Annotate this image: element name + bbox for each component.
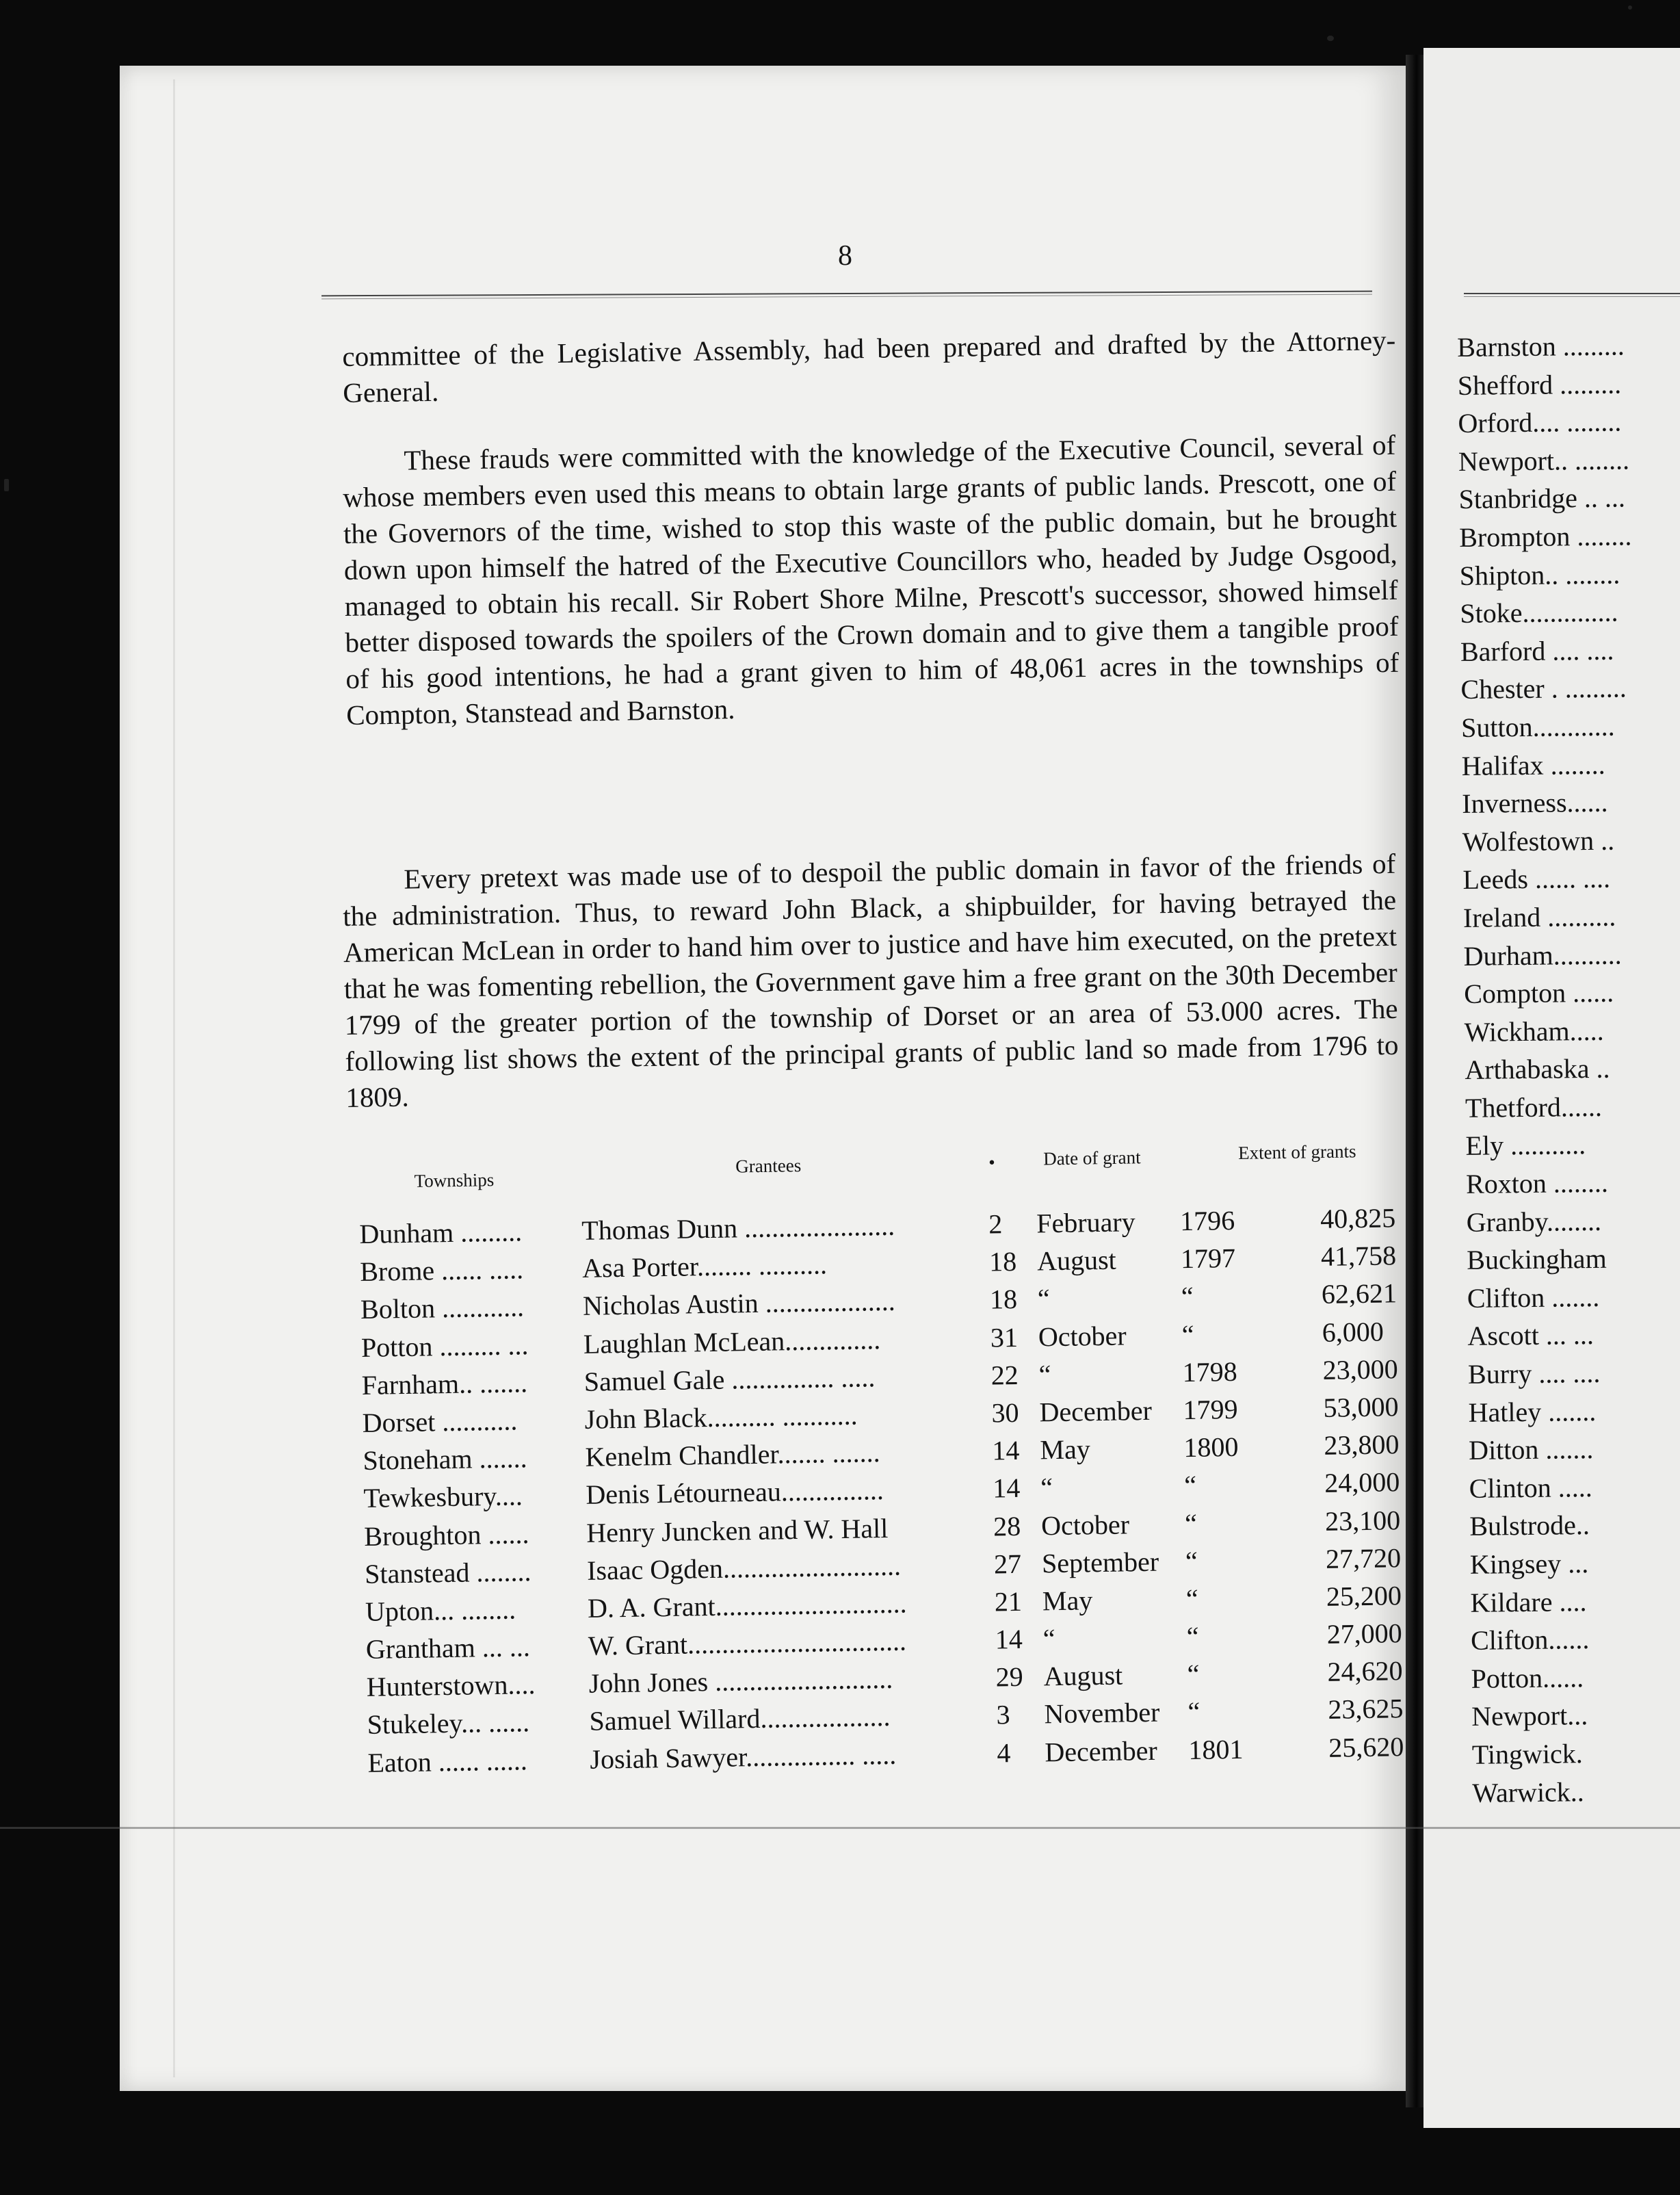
header-grantees: Grantees — [735, 1155, 802, 1177]
grant-year-cell: 1799 — [1183, 1393, 1238, 1426]
grant-year-cell: 1801 — [1188, 1733, 1244, 1765]
paragraph-2: These frauds were committed with the knowledge of the Executive Council, several of whose members even used this means to obtain large grants of public lands. Prescott, one of the Governors of the time, wished to stop this waste of the public domain, but he brought down upon himself the hatred of the Executive Councillors who, headed by Judge Osgood, managed to obtain his recall. Sir Robert Shore Milne, Prescott's successor, showed himself better disposed towards the spoilers of the Crown domain and to give them a tangible proof of his good intentions, he had a grant given to him of 48,061 acres in the townships of Compton, Stanstead and Barnston. — [342, 428, 1400, 731]
list-item: Kildare .... — [1470, 1585, 1587, 1618]
grant-month-cell: May — [1042, 1585, 1093, 1617]
list-item: Granby........ — [1466, 1205, 1602, 1238]
grantee-cell: Asa Porter........ .......... — [581, 1249, 828, 1284]
list-item: Ely ........... — [1465, 1129, 1586, 1162]
list-item: Thetford...... — [1465, 1091, 1603, 1124]
list-item: Tingwick. — [1471, 1738, 1583, 1770]
township-cell: Dorset ........... — [362, 1405, 518, 1438]
grant-month-cell: “ — [1040, 1472, 1053, 1503]
grant-year-cell: “ — [1187, 1659, 1200, 1690]
list-item: Durham.......... — [1463, 939, 1622, 972]
grant-month-cell: November — [1044, 1697, 1160, 1730]
grantee-cell: Nicholas Austin ................... — [582, 1286, 896, 1322]
list-item: Compton ...... — [1463, 976, 1614, 1010]
list-item: Clifton ....... — [1467, 1281, 1600, 1314]
extent-cell: 27,720 — [1325, 1542, 1402, 1574]
right-page-township-list — [1457, 326, 1645, 1812]
extent-cell: 23,000 — [1322, 1353, 1399, 1386]
extent-cell: 23,800 — [1324, 1429, 1400, 1462]
extent-cell: 62,621 — [1321, 1277, 1397, 1310]
grant-year-cell: “ — [1187, 1696, 1200, 1728]
list-item: Kingsey ... — [1469, 1548, 1589, 1580]
book-gutter — [1406, 55, 1423, 2107]
paragraph-1: committee of the Legislative Assembly, had been prepared and drafted by the Attorney-General. — [342, 324, 1396, 408]
grantee-cell: Henry Juncken and W. Hall — [586, 1512, 889, 1548]
list-item: Burry .... .... — [1467, 1357, 1601, 1390]
township-cell: Bolton ............ — [360, 1291, 525, 1325]
grant-day-cell: 14 — [992, 1435, 1020, 1466]
grant-month-cell: “ — [1042, 1623, 1055, 1654]
grantee-cell: John Jones .......................... — [588, 1663, 893, 1700]
township-cell: Stukeley... ...... — [367, 1706, 530, 1741]
township-cell: Brome ...... ..... — [359, 1254, 524, 1288]
list-item: Ditton ....... — [1468, 1433, 1594, 1466]
list-item: Arthabaska .. — [1465, 1053, 1610, 1086]
list-item: Stanbridge .. ... — [1458, 482, 1626, 515]
grant-year-cell: “ — [1181, 1319, 1194, 1350]
header-extent-of-grants: Extent of grants — [1237, 1141, 1356, 1164]
extent-cell: 25,200 — [1326, 1580, 1402, 1612]
grantee-cell: Josiah Sawyer................ ..... — [590, 1739, 897, 1775]
grant-year-cell: 1796 — [1179, 1204, 1235, 1237]
grant-day-cell: 2 — [988, 1208, 1003, 1240]
list-item: Chester . ......... — [1460, 672, 1627, 705]
scan-speck — [1327, 36, 1334, 41]
grant-day-cell: 4 — [997, 1737, 1011, 1769]
list-item: Roxton ........ — [1465, 1167, 1609, 1199]
extent-cell: 53,000 — [1323, 1391, 1399, 1423]
grant-year-cell: “ — [1181, 1281, 1194, 1312]
list-item: Wolfestown .. — [1462, 824, 1615, 857]
township-cell: Upton... ........ — [365, 1594, 516, 1627]
grant-day-cell: 29 — [995, 1661, 1024, 1693]
grants-table — [359, 1202, 1421, 1784]
grantee-cell: Denis Létourneau............... — [586, 1475, 884, 1511]
grant-year-cell: 1800 — [1183, 1431, 1239, 1464]
list-item: Newport... — [1471, 1700, 1588, 1732]
grantee-cell: Isaac Ogden.......................... — [586, 1550, 902, 1586]
scan-speck — [4, 479, 9, 491]
grant-month-cell: August — [1036, 1244, 1117, 1277]
grant-day-cell: 30 — [991, 1397, 1019, 1429]
list-item: Halifax ........ — [1461, 749, 1605, 781]
list-item: Shefford ......... — [1457, 368, 1622, 401]
list-item: Ireland .......... — [1462, 900, 1616, 933]
grant-month-cell: May — [1040, 1433, 1091, 1466]
paragraph-3: Every pretext was made use of to despoil the public domain in favor of the friends of the administration. Thus, to reward John Black, a shipbuilder, for having betrayed the American McLean in order to hand him over to justice and have him executed, on the pretext that he was fomenting rebellion, the Government gave him a free grant on the 30th December 1799 of the greater portion of the township of Dorset or an area of 53.000 acres. The following list shows the extent of the principal grants of public land so made from 1796 to 1809. — [342, 847, 1399, 1113]
grantee-cell: D. A. Grant............................ — [587, 1587, 907, 1624]
list-item: Bulstrode.. — [1469, 1509, 1590, 1542]
list-item: Shipton.. ........ — [1459, 558, 1620, 591]
list-item: Brompton ........ — [1458, 520, 1632, 553]
grantee-cell: Laughlan McLean.............. — [583, 1323, 881, 1360]
grant-year-cell: “ — [1183, 1470, 1197, 1501]
township-cell: Eaton ...... ...... — [367, 1744, 528, 1778]
grantee-cell: Kenelm Chandler....... ....... — [585, 1437, 880, 1472]
list-item: Barford .... .... — [1460, 634, 1614, 667]
extent-cell: 25,620 — [1328, 1730, 1404, 1763]
header-marker: • — [988, 1152, 995, 1173]
list-item: Sutton............ — [1460, 710, 1615, 743]
township-cell: Grantham ... ... — [365, 1631, 531, 1665]
grant-day-cell: 27 — [993, 1548, 1022, 1580]
extent-cell: 41,758 — [1320, 1240, 1397, 1273]
grant-year-cell: “ — [1184, 1507, 1198, 1539]
township-cell: Dunham ......... — [359, 1216, 523, 1249]
extent-cell: 40,825 — [1320, 1202, 1396, 1234]
list-item: Clinton ..... — [1469, 1471, 1593, 1504]
list-item: Newport.. ........ — [1458, 444, 1630, 477]
grant-day-cell: 31 — [990, 1321, 1019, 1353]
list-item: Orford.... ........ — [1458, 406, 1622, 439]
township-cell: Potton ......... ... — [360, 1329, 529, 1363]
list-item: Clifton...... — [1470, 1624, 1590, 1657]
list-item: Barnston ......... — [1457, 330, 1625, 363]
extent-cell: 23,100 — [1324, 1504, 1401, 1537]
list-item: Hatley ....... — [1468, 1395, 1597, 1428]
grant-day-cell: 3 — [996, 1699, 1010, 1730]
grant-month-cell: “ — [1037, 1283, 1051, 1314]
grant-month-cell: December — [1045, 1735, 1158, 1767]
grant-month-cell: September — [1041, 1546, 1159, 1579]
township-cell: Broughton ...... — [363, 1518, 529, 1552]
scan-speck — [1628, 5, 1632, 10]
grant-month-cell: October — [1038, 1319, 1127, 1352]
grant-year-cell: “ — [1186, 1620, 1199, 1652]
extent-cell: 27,000 — [1326, 1618, 1403, 1650]
list-item: Leeds ...... .... — [1462, 863, 1611, 896]
grant-day-cell: 18 — [989, 1284, 1018, 1315]
list-item: Inverness...... — [1462, 786, 1608, 820]
grant-year-cell: 1797 — [1180, 1243, 1236, 1275]
list-item: Warwick.. — [1472, 1776, 1585, 1808]
grant-year-cell: 1798 — [1182, 1355, 1238, 1388]
grant-day-cell: 14 — [995, 1623, 1023, 1655]
grant-day-cell: 28 — [993, 1510, 1021, 1542]
grant-month-cell: “ — [1038, 1358, 1051, 1390]
list-item: Potton...... — [1471, 1661, 1584, 1694]
grantee-cell: W. Grant................................ — [588, 1625, 907, 1661]
grant-day-cell: 21 — [994, 1585, 1023, 1618]
grant-year-cell: “ — [1185, 1583, 1199, 1614]
grantee-cell: Samuel Gale ............... ..... — [583, 1361, 876, 1397]
grant-month-cell: August — [1043, 1659, 1123, 1692]
township-cell: Hunterstown.... — [366, 1669, 536, 1703]
list-item: Buckingham — [1467, 1243, 1607, 1276]
grant-day-cell: 18 — [988, 1246, 1017, 1277]
extent-cell: 24,620 — [1327, 1655, 1403, 1688]
extent-cell: 6,000 — [1322, 1316, 1384, 1348]
grant-day-cell: 22 — [990, 1359, 1019, 1391]
header-date-of-grant: Date of grant — [1042, 1147, 1141, 1169]
scan-artifact-line — [0, 1827, 1680, 1829]
township-cell: Stoneham ....... — [363, 1442, 527, 1477]
list-item: Wickham..... — [1464, 1015, 1604, 1048]
township-cell: Farnham.. ....... — [361, 1366, 528, 1401]
grantee-cell: Thomas Dunn ...................... — [581, 1210, 895, 1246]
right-page-header-rule — [1464, 293, 1680, 297]
extent-cell: 24,000 — [1324, 1466, 1400, 1499]
list-item: Stoke.............. — [1460, 596, 1618, 629]
township-cell: Tewkesbury.... — [363, 1480, 523, 1514]
grant-month-cell: February — [1036, 1206, 1136, 1239]
extent-cell: 23,625 — [1328, 1693, 1404, 1726]
grant-month-cell: December — [1039, 1394, 1153, 1428]
grant-year-cell: “ — [1185, 1545, 1198, 1576]
grantee-cell: John Black.......... ........... — [584, 1399, 858, 1435]
grant-day-cell: 14 — [992, 1472, 1021, 1504]
grantee-cell: Samuel Willard................... — [589, 1701, 891, 1737]
grant-month-cell: October — [1040, 1508, 1130, 1541]
township-cell: Stanstead ........ — [364, 1555, 531, 1589]
list-item: Ascott ... ... — [1467, 1319, 1594, 1352]
page-number: 8 — [838, 240, 852, 272]
header-townships: Townships — [414, 1169, 495, 1191]
